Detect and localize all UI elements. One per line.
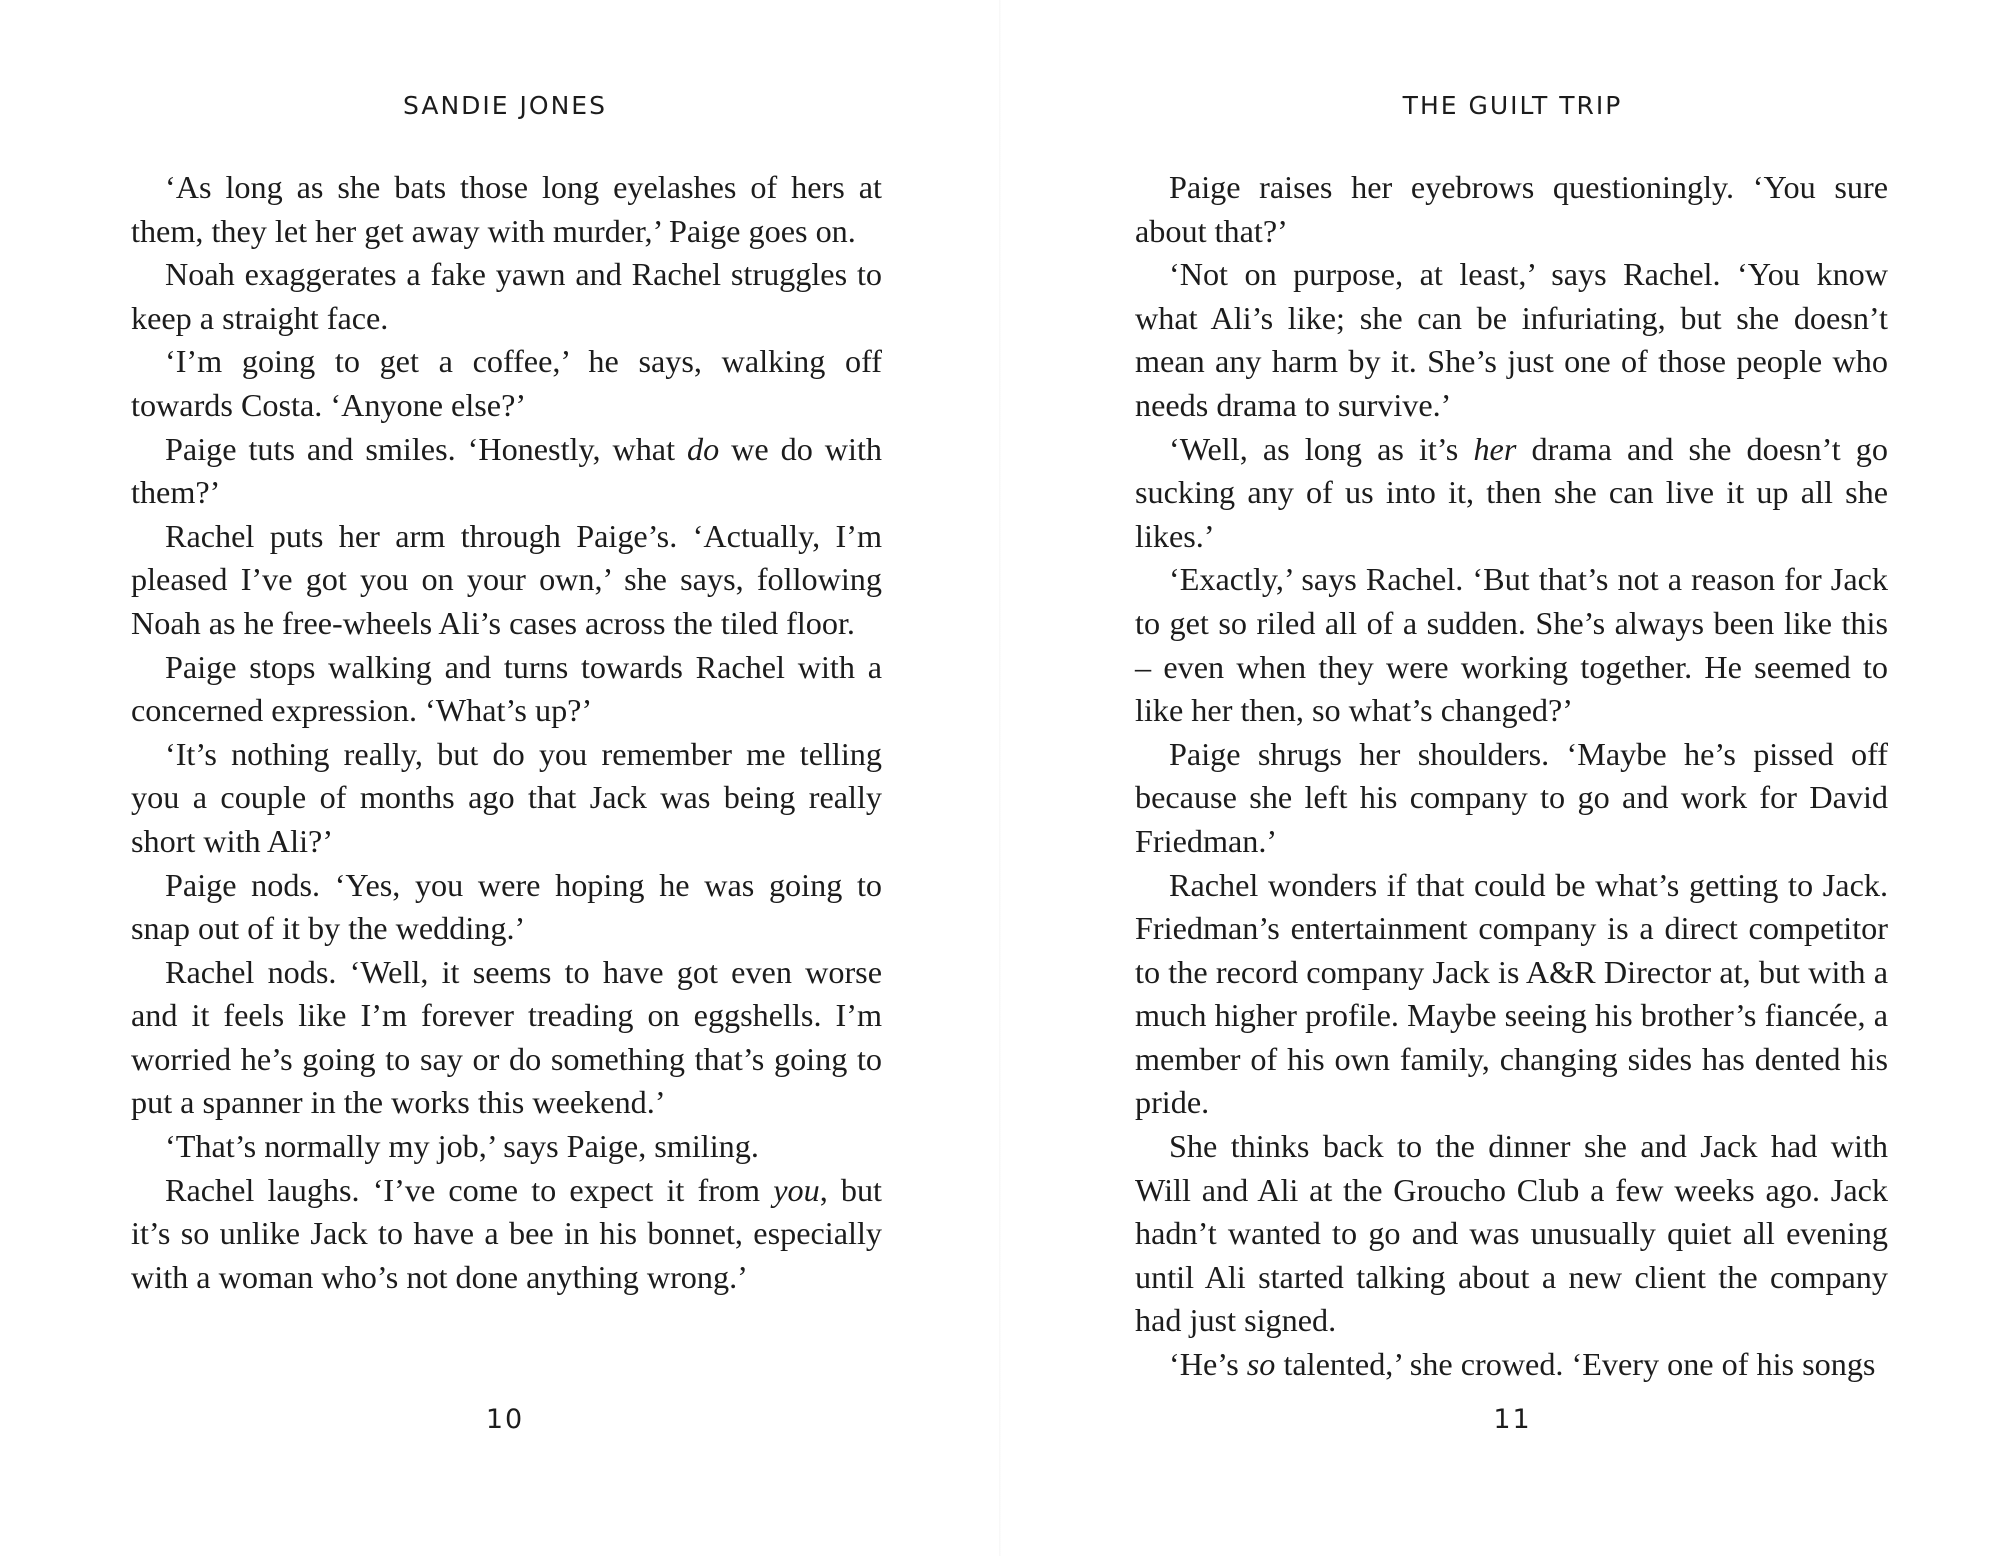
- paragraph: ‘It’s nothing really, but do you remember me telling you a couple of months ago that Jack was being really short with Ali?’: [131, 735, 882, 859]
- paragraph: Paige tuts and smiles. ‘Honestly, what do we do with them?’: [131, 430, 882, 511]
- paragraph: ‘As long as she bats those long eyelashes of hers at them, they let her get away with murder,’ Paige goes on.: [131, 169, 882, 249]
- page-number: 10: [485, 1404, 525, 1435]
- paragraph: ‘Well, as long as it’s her drama and she doesn’t go sucking any of us into it, then she can live it up all she likes.’: [1135, 430, 1888, 554]
- running-head-author: SANDIE JONES: [403, 91, 607, 120]
- paragraph: She thinks back to the dinner she and Jack had with Will and Ali at the Groucho Club a few weeks ago. Jack hadn’t wanted to go and was unusually quiet all evening until Ali started talking about a new client the company had just signed.: [1135, 1128, 1888, 1339]
- paragraph: Rachel wonders if that could be what’s getting to Jack. Friedman’s entertainment company is a direct competitor to the record company Jack is A&R Director at, but with a much higher profile. Maybe seeing his brother’s fiancée, a member of his own family, changing sides has dented his pride.: [1135, 866, 1888, 1121]
- right-page-body: [1135, 166, 1888, 1387]
- paragraph: ‘He’s so talented,’ she crowed. ‘Every one of his songs: [1169, 1346, 1876, 1383]
- paragraph: ‘Exactly,’ says Rachel. ‘But that’s not a reason for Jack to get so riled all of a sudden. She’s always been like this – even when they were working together. He seemed to like her then, so what’s changed?’: [1135, 561, 1888, 729]
- running-head-title: THE GUILT TRIP: [1402, 91, 1623, 120]
- paragraph: ‘That’s normally my job,’ says Paige, smiling.: [165, 1128, 759, 1165]
- italic-emphasis: you: [773, 1171, 820, 1208]
- page-number: 11: [1493, 1404, 1532, 1435]
- paragraph: ‘I’m going to get a coffee,’ he says, walking off towards Costa. ‘Anyone else?’: [131, 343, 882, 423]
- paragraph: Paige shrugs her shoulders. ‘Maybe he’s pissed off because she left his company to go and work for David Friedman.’: [1135, 735, 1888, 859]
- paragraph: Paige nods. ‘Yes, you were hoping he was going to snap out of it by the wedding.’: [131, 866, 882, 947]
- paragraph: Paige raises her eyebrows questioningly. ‘You sure about that?’: [1135, 169, 1888, 249]
- paragraph: Rachel nods. ‘Well, it seems to have got even worse and it feels like I’m forever treading on eggshells. I’m worried he’s going to say or do something that’s going to put a spanner in the works this weekend.’: [131, 953, 882, 1121]
- paragraph: ‘Not on purpose, at least,’ says Rachel. ‘You know what Ali’s like; she can be infuriating, but she doesn’t mean any harm by it. She’s just one of those people who needs drama to survive.’: [1135, 256, 1888, 423]
- italic-emphasis: do: [687, 430, 720, 467]
- right-page: [1000, 0, 2000, 1556]
- italic-emphasis: her: [1473, 430, 1517, 467]
- italic-emphasis: so: [1246, 1346, 1276, 1383]
- paragraph: Rachel laughs. ‘I’ve come to expect it from you, but it’s so unlike Jack to have a bee in his bonnet, especially with a woman who’s not done anything wrong.’: [131, 1171, 882, 1295]
- paragraph: Noah exaggerates a fake yawn and Rachel struggles to keep a straight face.: [131, 256, 882, 336]
- left-page-body: [131, 166, 882, 1299]
- paragraph: Rachel puts her arm through Paige’s. ‘Actually, I’m pleased I’ve got you on your own,’ she says, following Noah as he free-wheels Ali’s cases across the tiled floor.: [131, 517, 882, 641]
- paragraph: Paige stops walking and turns towards Rachel with a concerned expression. ‘What’s up?’: [131, 648, 882, 729]
